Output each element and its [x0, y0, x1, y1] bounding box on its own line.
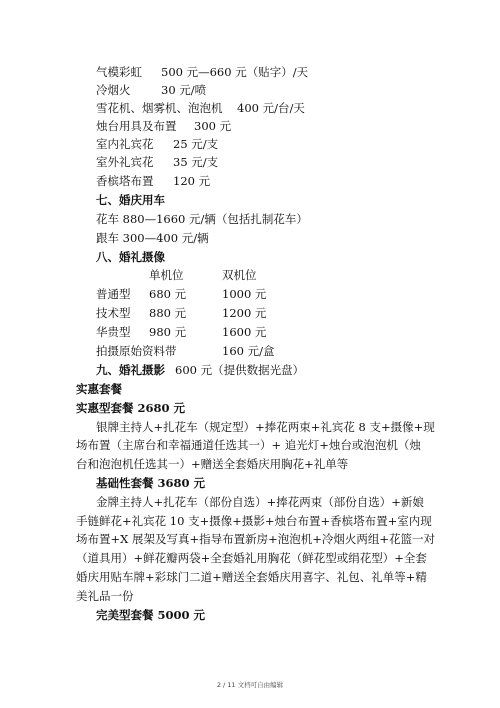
- section-heading-video: 八、婚礼摄像: [96, 250, 165, 264]
- rental-item-price: 300 元: [194, 119, 232, 133]
- package-description-line: 婚庆用贴车牌+彩球门二道+赠送全套婚庆用喜字、礼包、礼单等+精: [76, 570, 427, 584]
- packages-heading: 实惠套餐: [76, 382, 122, 396]
- section-heading-wedding-cars: 七、婚庆用车: [96, 193, 165, 207]
- rental-item-name: 烛台用具及布置: [96, 119, 177, 133]
- column-header-single: 单机位: [149, 268, 184, 282]
- rental-item-name: 室内礼宾花: [96, 137, 154, 151]
- car-price-line: 跟车 300—400 元/辆: [96, 231, 209, 245]
- rental-item-name: 气模彩虹: [96, 65, 142, 79]
- rental-item-price: 500 元—660 元（贴字）/天: [161, 65, 309, 79]
- video-price-double: 1600 元: [222, 325, 267, 339]
- rental-item-price: 25 元/支: [173, 137, 219, 151]
- raw-footage-label: 拍摄原始资料带: [96, 344, 177, 358]
- rental-item-name: 冷烟火: [96, 83, 131, 97]
- package-title-value: 实惠型套餐 2680 元: [76, 401, 186, 415]
- video-price-single: 880 元: [149, 306, 187, 320]
- package-description-line: 手链鲜花+礼宾花 10 支+摄像+摄影+烛台布置+香槟塔布置+室内现: [76, 514, 432, 528]
- package-description-line: 场布置+X 展架及写真+指导布置新房+泡泡机+冷烟火两组+花篮一对: [76, 532, 436, 546]
- package-title-perfect: 完美型套餐 5000 元: [96, 608, 206, 622]
- photo-price: 600 元（提供数据光盘）: [175, 363, 305, 377]
- rental-item-name: 香槟塔布置: [96, 174, 154, 188]
- package-description-line: 银牌主持人+扎花车（规定型）+捧花两束+礼宾花 8 支+摄像+现: [96, 420, 435, 434]
- package-description-line: 台和泡泡机任选其一）+赠送全套婚庆用胸花+礼单等: [76, 457, 349, 471]
- video-price-double: 1000 元: [222, 287, 267, 301]
- car-price-line: 花车 880—1660 元/辆（包括扎制花车）: [96, 212, 308, 226]
- rental-item-price: 400 元/台/天: [237, 101, 305, 115]
- rental-item-price: 30 元/喷: [161, 83, 207, 97]
- package-title-basic: 基础性套餐 3680 元: [96, 476, 206, 490]
- video-price-double: 1200 元: [222, 306, 267, 320]
- raw-footage-price: 160 元/盒: [222, 344, 275, 358]
- rental-item-price: 35 元/支: [173, 155, 219, 169]
- video-type: 技术型: [96, 306, 131, 320]
- video-type: 华贵型: [96, 325, 131, 339]
- rental-item-name: 雪花机、烟雾机、泡泡机: [96, 101, 223, 115]
- column-header-double: 双机位: [222, 268, 257, 282]
- package-description-line: 场布置（主席台和幸福通道任选其一）+ 追光灯+烛台或泡泡机（烛: [76, 438, 421, 452]
- rental-item-name: 室外礼宾花: [96, 155, 154, 169]
- package-description-line: 美礼品一份: [76, 589, 134, 603]
- video-price-single: 680 元: [149, 287, 187, 301]
- page-footer: 2 / 11 文档可自由编辑: [216, 681, 284, 689]
- video-type: 普通型: [96, 287, 131, 301]
- video-price-single: 980 元: [149, 325, 187, 339]
- package-description-line: 金牌主持人+扎花车（部份自选）+捧花两束（部份自选）+新娘: [96, 495, 424, 509]
- section-heading-photo: 九、婚礼摄影: [96, 363, 165, 377]
- package-description-line: （道具用）+鲜花瓣两袋+全套婚礼用胸花（鲜花型或绢花型）+全套: [76, 551, 427, 565]
- rental-item-price: 120 元: [173, 174, 211, 188]
